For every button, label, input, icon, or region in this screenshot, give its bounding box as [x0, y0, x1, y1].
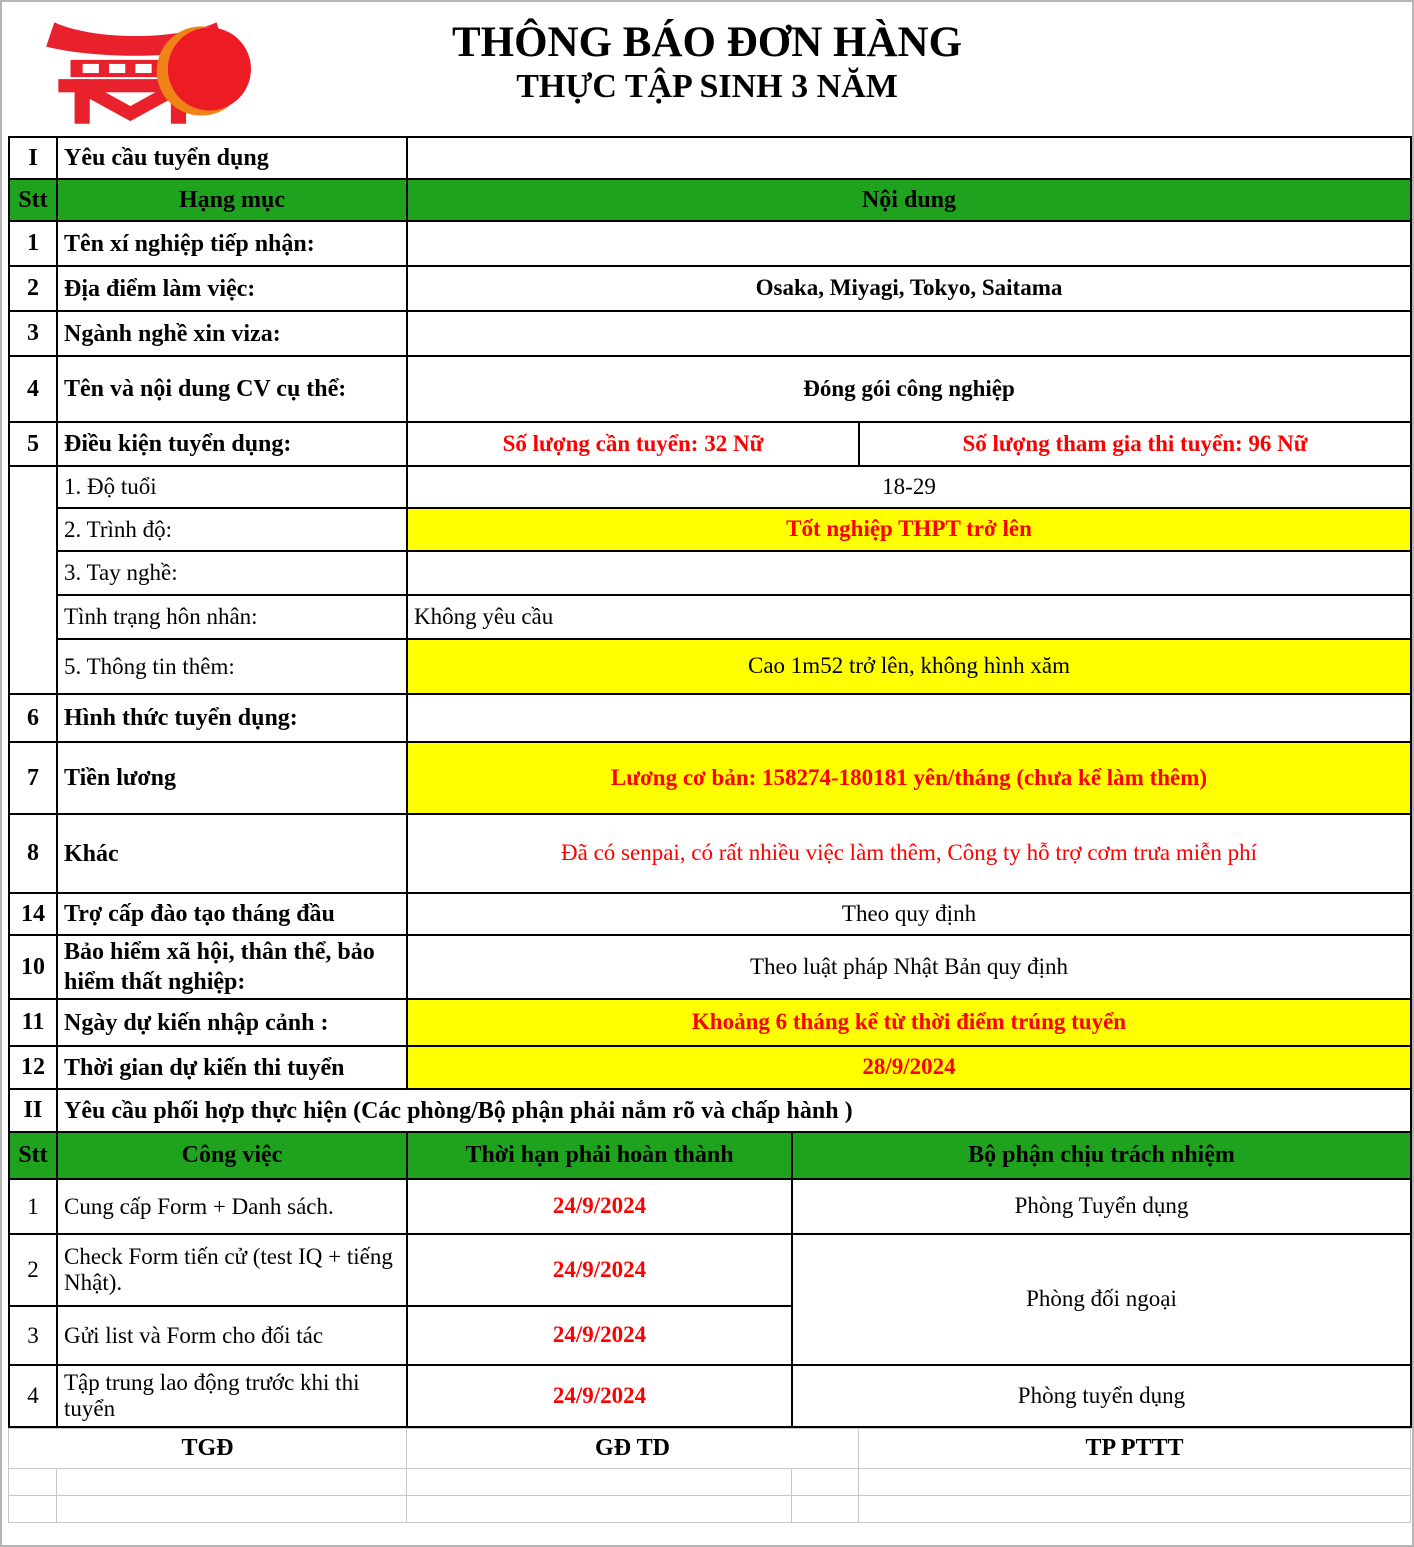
department-value: Phòng đối ngoại: [792, 1234, 1411, 1365]
row-index: 3: [9, 1306, 57, 1365]
content-value: [407, 221, 1411, 266]
signature-row-table: [8, 1428, 1411, 1469]
section2-title-row: [9, 1089, 1411, 1132]
signature-row: [9, 1429, 1411, 1469]
empty-cell: [9, 1469, 57, 1495]
coordination-table: [8, 1133, 1412, 1428]
row-index: 6: [9, 694, 57, 742]
table-row: [9, 1365, 1411, 1427]
empty-cell: [407, 1469, 792, 1495]
empty-cell: [792, 1469, 859, 1495]
company-logo: [34, 14, 252, 126]
empty-cell: [859, 1495, 1411, 1522]
column-header-row: [9, 1133, 1411, 1179]
row-index: 4: [9, 356, 57, 422]
salary-value: Lương cơ bản: 158274-180181 yên/tháng (chưa kể làm thêm): [407, 742, 1411, 814]
task-label: Cung cấp Form + Danh sách.: [57, 1179, 407, 1234]
row-index: 4: [9, 1365, 57, 1427]
row-index: 1: [9, 1179, 57, 1234]
empty-grid-rows: [8, 1469, 1411, 1523]
row-index: 10: [9, 935, 57, 999]
recruit-count-value: Số lượng cần tuyển: 32 Nữ: [407, 422, 859, 466]
category-label: Trợ cấp đào tạo tháng đầu: [57, 893, 407, 935]
department-value: Phòng tuyển dụng: [792, 1365, 1411, 1427]
requirements-table: [8, 136, 1412, 1133]
category-label: Ngành nghề xin viza:: [57, 311, 407, 356]
document-subtitle: THỰC TẬP SINH 3 NĂM: [516, 68, 898, 106]
content-value: Đóng gói công nghiệp: [407, 356, 1411, 422]
signature-gdtd: GĐ TD: [407, 1429, 859, 1469]
candidate-count-value: Số lượng tham gia thi tuyển: 96 Nữ: [859, 422, 1411, 466]
content-value: [407, 551, 1411, 595]
deadline-value: 24/9/2024: [407, 1234, 792, 1306]
empty-cell: [9, 1495, 57, 1522]
category-label: Tiền lương: [57, 742, 407, 814]
table-row: [9, 508, 1411, 551]
signature-tgd: TGĐ: [9, 1429, 407, 1469]
task-label: Gửi list và Form cho đối tác: [57, 1306, 407, 1365]
table-row: [9, 935, 1411, 999]
section-title: Yêu cầu phối hợp thực hiện (Các phòng/Bộ phận phải nắm rõ và chấp hành ): [57, 1089, 1411, 1132]
content-value: [407, 694, 1411, 742]
content-value: [407, 311, 1411, 356]
section1-title-row: [9, 137, 1411, 179]
deadline-value: 24/9/2024: [407, 1365, 792, 1427]
table-row: [9, 551, 1411, 595]
sub-category-label: 2. Trình độ:: [57, 508, 407, 551]
row-index: 3: [9, 311, 57, 356]
col-header-content: Nội dung: [407, 179, 1411, 221]
empty-cell: [57, 1495, 407, 1522]
table-row: [9, 595, 1411, 639]
table-row: [9, 1179, 1411, 1234]
sub-category-label: 5. Thông tin thêm:: [57, 639, 407, 694]
task-label: Tập trung lao động trước khi thi tuyển: [57, 1365, 407, 1427]
col-header-deadline: Thời hạn phải hoàn thành: [407, 1133, 792, 1179]
department-value: Phòng Tuyển dụng: [792, 1179, 1411, 1234]
category-label: Ngày dự kiến nhập cảnh :: [57, 999, 407, 1046]
content-value: Không yêu cầu: [407, 595, 1411, 639]
table-row: [9, 1046, 1411, 1089]
deadline-value: 24/9/2024: [407, 1306, 792, 1365]
row-index: 11: [9, 999, 57, 1046]
row-index: 2: [9, 1234, 57, 1306]
row-index-empty: [9, 466, 57, 694]
highlighted-content-value: Cao 1m52 trở lên, không hình xăm: [407, 639, 1411, 694]
sub-category-label: Tình trạng hôn nhân:: [57, 595, 407, 639]
content-value: Osaka, Miyagi, Tokyo, Saitama: [407, 266, 1411, 311]
row-index: 8: [9, 814, 57, 893]
sub-category-label: 3. Tay nghề:: [57, 551, 407, 595]
empty-cell: [407, 137, 1411, 179]
exam-date-value: 28/9/2024: [407, 1046, 1411, 1089]
row-index: 2: [9, 266, 57, 311]
section-index: II: [9, 1089, 57, 1132]
table-row: [9, 422, 1411, 466]
table-row: [9, 999, 1411, 1046]
highlighted-content-value: Khoảng 6 tháng kể từ thời điểm trúng tuyển: [407, 999, 1411, 1046]
table-row: [9, 639, 1411, 694]
row-index: 7: [9, 742, 57, 814]
category-label: Điều kiện tuyển dụng:: [57, 422, 407, 466]
category-label: Tên xí nghiệp tiếp nhận:: [57, 221, 407, 266]
document-header: [8, 10, 1406, 136]
sub-category-label: 1. Độ tuổi: [57, 466, 407, 508]
table-row: [9, 694, 1411, 742]
signature-tppttt: TP PTTT: [859, 1429, 1411, 1469]
task-label: Check Form tiến cử (test IQ + tiếng Nhật).: [57, 1234, 407, 1306]
empty-cell: [859, 1469, 1411, 1495]
column-header-row: [9, 179, 1411, 221]
section-title: Yêu cầu tuyển dụng: [57, 137, 407, 179]
category-label: Địa điểm làm việc:: [57, 266, 407, 311]
category-label: Tên và nội dung CV cụ thể:: [57, 356, 407, 422]
table-row: [9, 893, 1411, 935]
col-header-stt: Stt: [9, 179, 57, 221]
content-value: Theo quy định: [407, 893, 1411, 935]
col-header-stt: Stt: [9, 1133, 57, 1179]
table-row: [9, 742, 1411, 814]
row-index: 14: [9, 893, 57, 935]
highlighted-content-value: Tốt nghiệp THPT trở lên: [407, 508, 1411, 551]
table-row: [9, 356, 1411, 422]
empty-row: [9, 1469, 1411, 1495]
empty-cell: [792, 1495, 859, 1522]
category-label: Bảo hiểm xã hội, thân thể, bảo hiểm thất nghiệp:: [57, 935, 407, 999]
table-row: [9, 814, 1411, 893]
table-row: [9, 311, 1411, 356]
torii-sun-logo-icon: [34, 14, 252, 126]
content-value: Đã có senpai, có rất nhiều việc làm thêm, Công ty hỗ trợ cơm trưa miễn phí: [407, 814, 1411, 893]
row-index: 5: [9, 422, 57, 466]
row-index: 1: [9, 221, 57, 266]
section-index: I: [9, 137, 57, 179]
col-header-category: Hạng mục: [57, 179, 407, 221]
content-value: 18-29: [407, 466, 1411, 508]
table-row: [9, 1234, 1411, 1306]
empty-cell: [407, 1495, 792, 1522]
table-row: [9, 266, 1411, 311]
category-label: Hình thức tuyển dụng:: [57, 694, 407, 742]
deadline-value: 24/9/2024: [407, 1179, 792, 1234]
empty-row: [9, 1495, 1411, 1522]
category-label: Thời gian dự kiến thi tuyển: [57, 1046, 407, 1089]
content-value: Theo luật pháp Nhật Bản quy định: [407, 935, 1411, 999]
category-label: Khác: [57, 814, 407, 893]
table-row: [9, 221, 1411, 266]
col-header-task: Công việc: [57, 1133, 407, 1179]
document-title: THÔNG BÁO ĐƠN HÀNG: [451, 19, 963, 66]
table-row: [9, 466, 1411, 508]
row-index: 12: [9, 1046, 57, 1089]
col-header-department: Bộ phận chịu trách nhiệm: [792, 1133, 1411, 1179]
empty-cell: [57, 1469, 407, 1495]
